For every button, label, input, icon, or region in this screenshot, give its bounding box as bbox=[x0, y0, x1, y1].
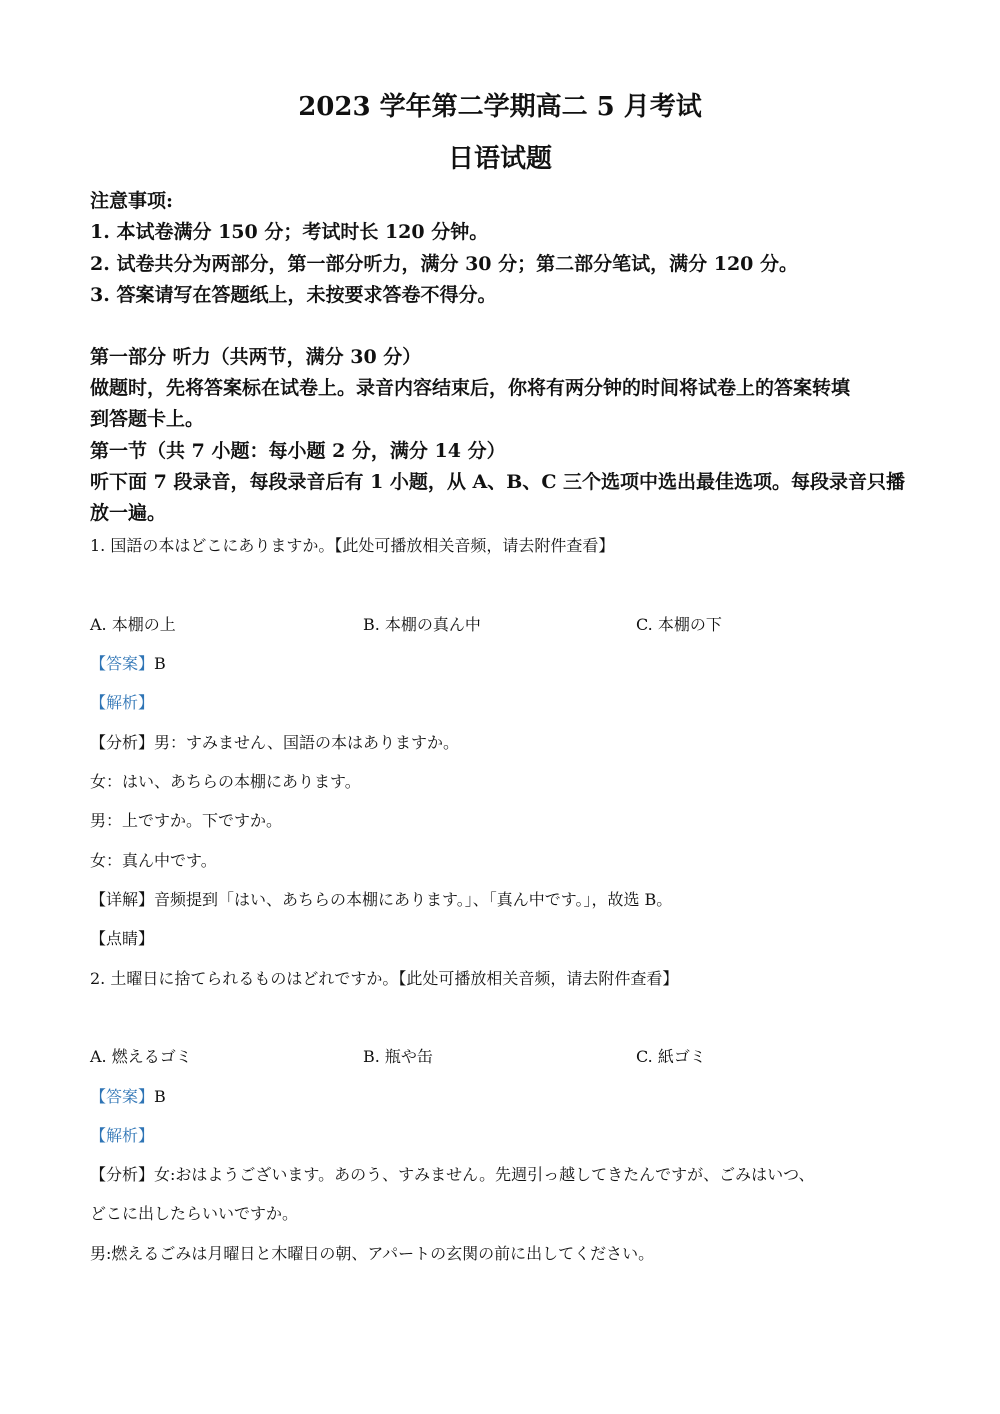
section1-instruction-line2: 放一遍。 bbox=[90, 502, 167, 524]
q1-dialogue-1 bbox=[90, 730, 459, 753]
q2-dialogue-1-text: 女:おはようございます。あのう、すみません。先週引っ越してきたんですが、ごみはいつ、 bbox=[154, 1165, 815, 1184]
q2-answer bbox=[90, 1084, 166, 1107]
notice-heading: 注意事项: bbox=[90, 190, 174, 212]
q1-analysis-label: 【解析】 bbox=[90, 693, 155, 712]
q1-question: 1. 国語の本はどこにありますか。【此处可播放相关音频，请去附件查看】 bbox=[90, 536, 615, 555]
q1-dianjing: 【点睛】 bbox=[90, 929, 155, 948]
q1-dialogue-4: 女：真ん中です。 bbox=[90, 851, 217, 870]
q2-dialogue-2: どこに出したらいいですか。 bbox=[90, 1204, 299, 1223]
notice-item-2: 2. 试卷共分为两部分，第一部分听力，满分 30 分；第二部分笔试，满分 120 分。 bbox=[90, 253, 799, 275]
q1-dialogue-2: 女：はい、あちらの本棚にあります。 bbox=[90, 772, 361, 791]
q2-dialogue-1 bbox=[90, 1162, 814, 1185]
part1-instruction-line1: 做题时，先将答案标在试卷上。录音内容结束后，你将有两分钟的时间将试卷上的答案转填 bbox=[90, 377, 851, 399]
q2-option-c: C. 紙ゴミ bbox=[636, 1047, 706, 1066]
q1-dialogue-3: 男：上ですか。下ですか。 bbox=[90, 811, 283, 830]
exam-title: 2023 学年第二学期高二 5 月考试 bbox=[298, 92, 702, 122]
part1-heading: 第一部分 听力（共两节，满分 30 分） bbox=[90, 346, 422, 368]
notice-item-3: 3. 答案请写在答题纸上，未按要求答卷不得分。 bbox=[90, 284, 497, 306]
q1-dialogue-1-text: 男：すみません、国語の本はありますか。 bbox=[154, 733, 459, 752]
q2-option-a: A. 燃えるゴミ bbox=[90, 1047, 192, 1066]
q1-answer bbox=[90, 651, 166, 674]
q2-option-b: B. 瓶や缶 bbox=[363, 1047, 433, 1066]
q1-option-b: B. 本棚の真ん中 bbox=[363, 615, 481, 634]
q1-fenxi-label: 【分析】 bbox=[90, 733, 155, 752]
section1-heading: 第一节（共 7 小题：每小题 2 分，满分 14 分） bbox=[90, 440, 506, 462]
q2-analysis-label: 【解析】 bbox=[90, 1126, 155, 1145]
q1-answer-label: 【答案】 bbox=[90, 654, 155, 673]
q1-detail: 【详解】音频提到「はい、あちらの本棚にあります。」、「真ん中です。」，故选 B。 bbox=[90, 890, 673, 909]
q2-answer-value: B bbox=[154, 1087, 166, 1106]
q1-option-a: A. 本棚の上 bbox=[90, 615, 176, 634]
exam-subtitle: 日语试题 bbox=[447, 144, 552, 174]
q1-answer-value: B bbox=[154, 654, 166, 673]
q2-fenxi-label: 【分析】 bbox=[90, 1165, 155, 1184]
q1-option-c: C. 本棚の下 bbox=[636, 615, 722, 634]
notice-item-1: 1. 本试卷满分 150 分；考试时长 120 分钟。 bbox=[90, 221, 489, 243]
q2-dialogue-3: 男:燃えるごみは月曜日と木曜日の朝、アパートの玄関の前に出してください。 bbox=[90, 1244, 655, 1263]
q2-answer-label: 【答案】 bbox=[90, 1087, 155, 1106]
part1-instruction-line2: 到答题卡上。 bbox=[90, 408, 205, 430]
q2-question: 2. 土曜日に捨てられるものはどれですか。【此处可播放相关音频，请去附件查看】 bbox=[90, 969, 679, 988]
section1-instruction-line1: 听下面 7 段录音，每段录音后有 1 小题，从 A、B、C 三个选项中选出最佳选项。每段录音只播 bbox=[90, 471, 906, 493]
